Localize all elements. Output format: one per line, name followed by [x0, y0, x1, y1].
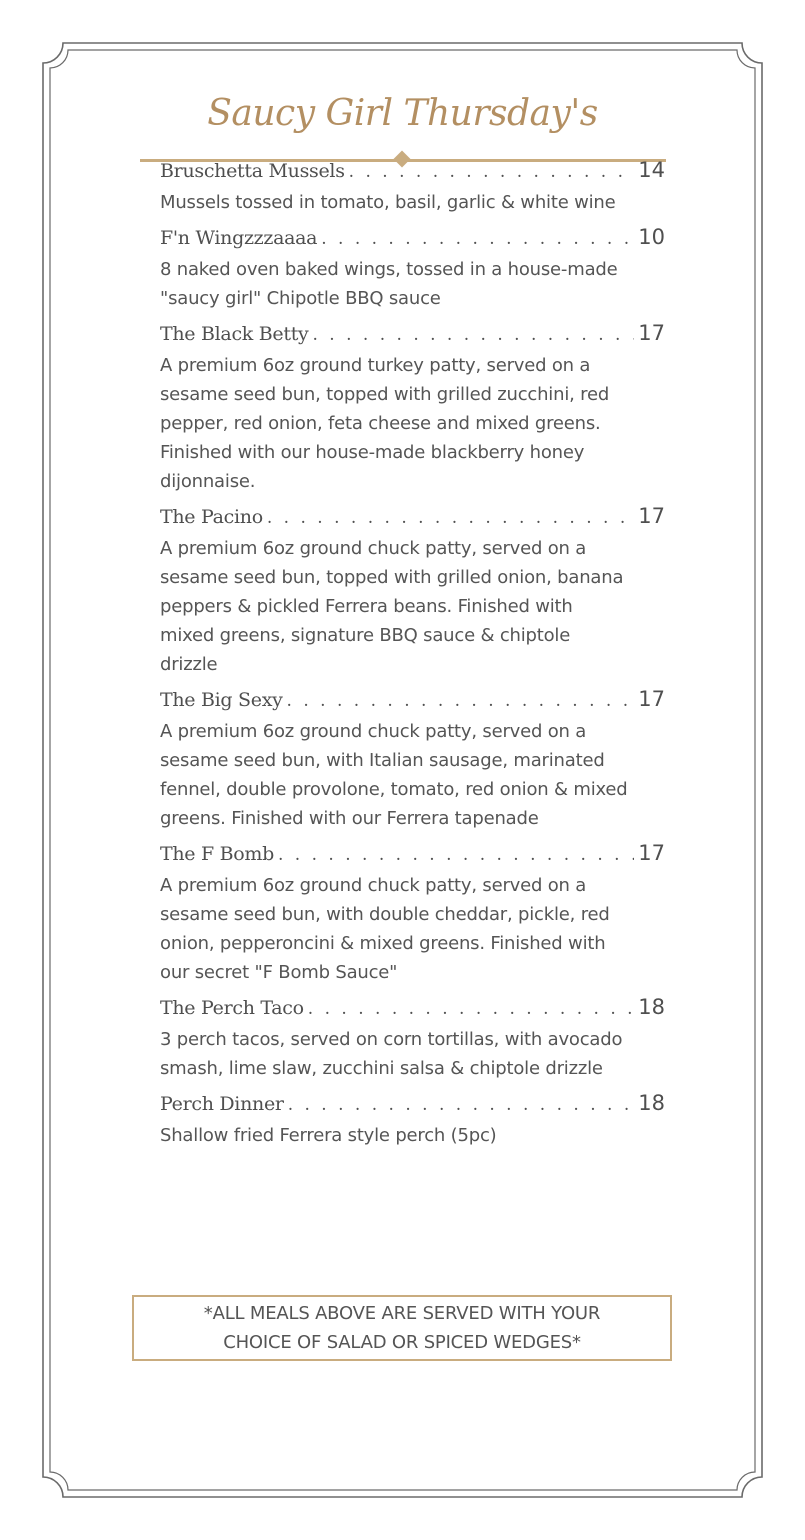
item-price: 17 — [638, 687, 665, 711]
page-title: Saucy Girl Thursday's — [207, 93, 598, 134]
dot-leader — [321, 229, 634, 249]
item-description: Shallow fried Ferrera style perch (5pc) — [160, 1125, 497, 1146]
item-description: Mussels tossed in tomato, basil, garlic & white wine — [160, 192, 616, 213]
dot-leader — [278, 845, 634, 865]
item-price: 17 — [638, 321, 665, 345]
item-price: 17 — [638, 841, 665, 865]
item-price: 14 — [638, 158, 665, 182]
item-name: F'n Wingzzzaaaa — [160, 227, 318, 249]
menu-item — [160, 158, 665, 217]
dot-leader — [308, 999, 634, 1019]
item-name: Bruschetta Mussels — [160, 160, 345, 182]
menu-item — [160, 504, 665, 679]
item-description: A premium 6oz ground turkey patty, served on a sesame seed bun, topped with grilled zucchini, red pepper, red onion, feta cheese and mixed greens. Finished with our house-made blackberry honey dijonnaise. — [160, 355, 610, 492]
item-name: The Perch Taco — [160, 997, 304, 1019]
item-name: The Black Betty — [160, 323, 309, 345]
item-description: A premium 6oz ground chuck patty, served on a sesame seed bun, topped with grilled onion, banana peppers & pickled Ferrera beans. Finished with mixed greens, signature BBQ sauce & chiptole drizzle — [160, 538, 624, 675]
item-name: The F Bomb — [160, 843, 274, 865]
item-description: 8 naked oven baked wings, tossed in a house-made "saucy girl" Chipotle BBQ sauce — [160, 259, 618, 309]
dot-leader — [312, 325, 634, 345]
menu-item — [160, 995, 665, 1083]
menu-list — [160, 158, 665, 1158]
item-price: 18 — [638, 995, 665, 1019]
item-name: The Pacino — [160, 506, 263, 528]
item-name: The Big Sexy — [160, 689, 283, 711]
menu-item — [160, 687, 665, 833]
menu-item — [160, 225, 665, 313]
menu-item — [160, 841, 665, 987]
meal-note — [132, 1295, 672, 1361]
menu-item — [160, 321, 665, 496]
menu-item — [160, 1091, 665, 1150]
item-description: A premium 6oz ground chuck patty, served on a sesame seed bun, with Italian sausage, marinated fennel, double provolone, tomato, red onion & mixed greens. Finished with our Ferrera tapenade — [160, 721, 628, 829]
item-description: 3 perch tacos, served on corn tortillas, with avocado smash, lime slaw, zucchini salsa & chiptole drizzle — [160, 1029, 623, 1079]
dot-leader — [349, 162, 635, 182]
meal-note-text: *ALL MEALS ABOVE ARE SERVED WITH YOUR CHOICE OF SALAD OR SPICED WEDGES* — [203, 1303, 601, 1353]
item-price: 10 — [638, 225, 665, 249]
item-name: Perch Dinner — [160, 1093, 284, 1115]
item-price: 17 — [638, 504, 665, 528]
item-description: A premium 6oz ground chuck patty, served on a sesame seed bun, with double cheddar, pickle, red onion, pepperoncini & mixed greens. Finished with our secret "F Bomb Sauce" — [160, 875, 610, 983]
item-price: 18 — [638, 1091, 665, 1115]
dot-leader — [287, 691, 635, 711]
dot-leader — [267, 508, 634, 528]
dot-leader — [288, 1095, 635, 1115]
